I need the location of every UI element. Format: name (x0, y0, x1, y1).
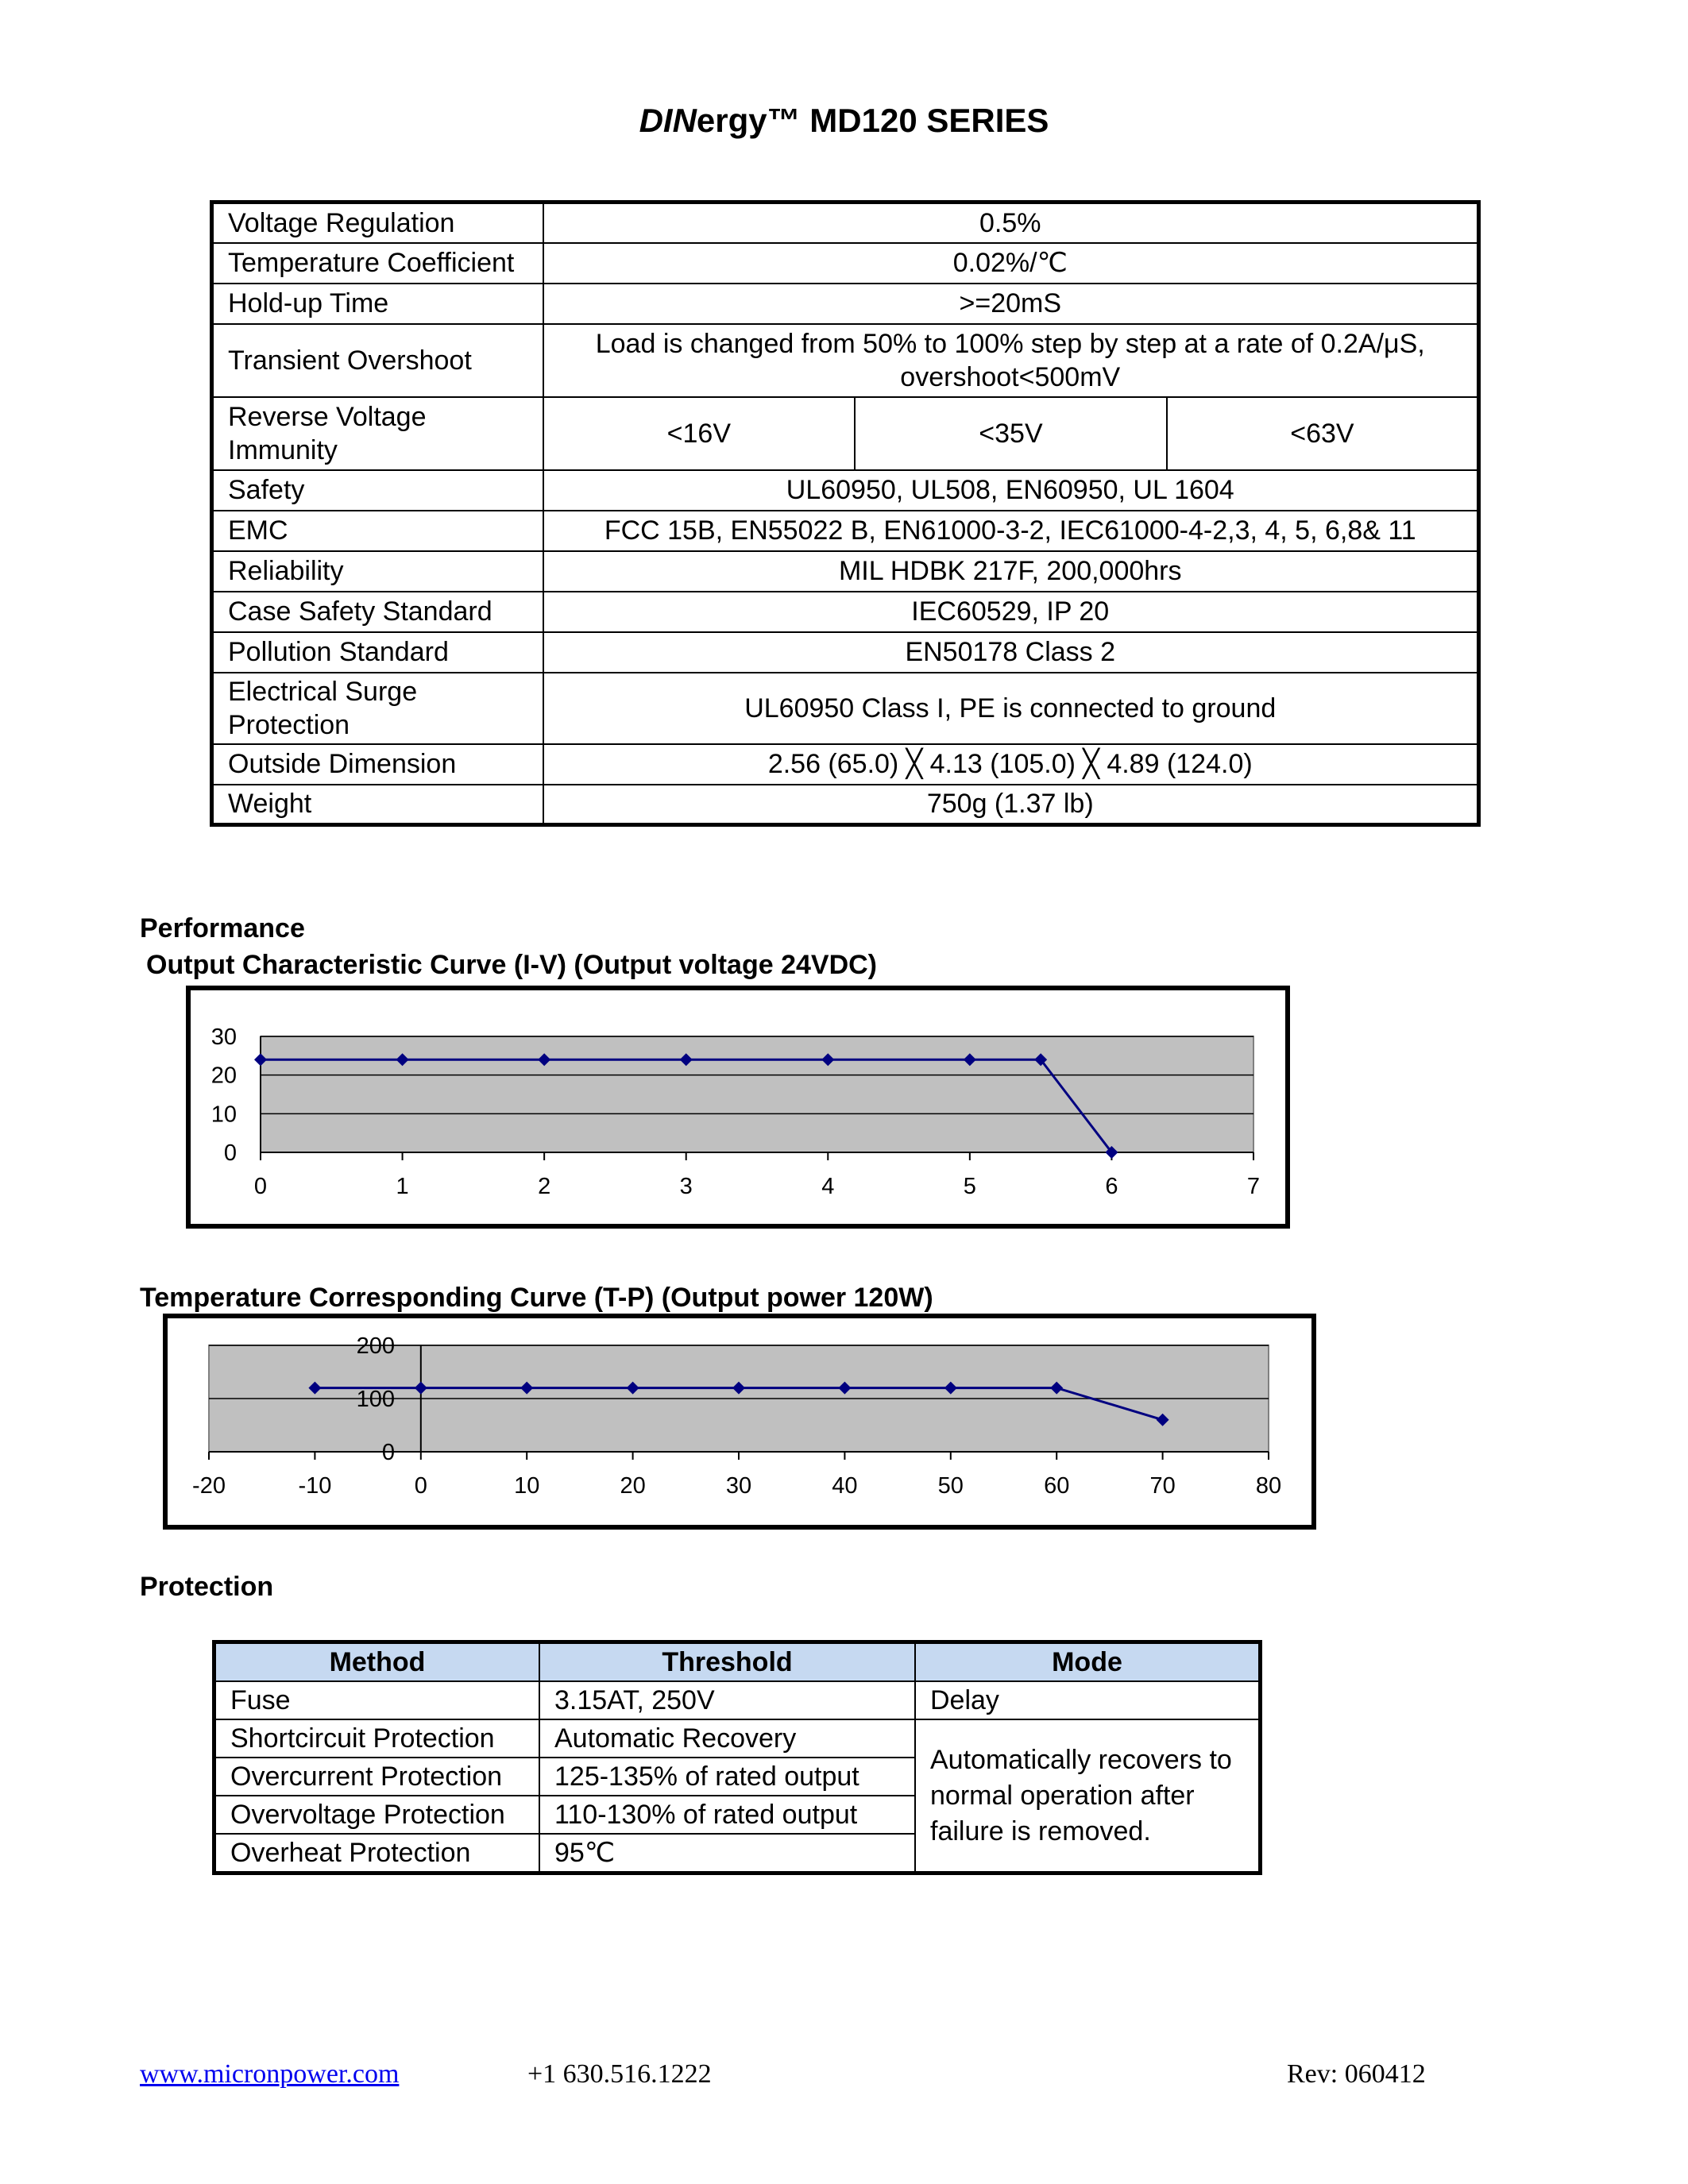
y-tick-label: 10 (211, 1102, 237, 1128)
iv-chart (186, 986, 1290, 1229)
spec-table (210, 200, 1481, 827)
x-tick-label: 7 (1246, 1174, 1261, 1199)
spec-value: <63V (1167, 397, 1479, 470)
spec-row (212, 203, 1479, 243)
protection-method: Overheat Protection (214, 1834, 540, 1873)
x-tick-label: 0 (253, 1174, 268, 1199)
x-tick-label: 60 (1044, 1473, 1070, 1499)
x-tick-label: 30 (725, 1473, 752, 1499)
protection-threshold: 95℃ (539, 1834, 915, 1873)
y-tick-label: 30 (211, 1024, 237, 1050)
spec-value-line: overshoot<500mV (900, 361, 1121, 392)
spec-value: UL60950 Class I, PE is connected to ground (543, 673, 1479, 744)
x-tick-label: 5 (963, 1174, 976, 1199)
plot-area (261, 1036, 1253, 1152)
protection-method: Shortcircuit Protection (214, 1719, 540, 1758)
page-title (0, 102, 1688, 140)
spec-label: Electrical Surge Protection (212, 673, 543, 744)
spec-row (212, 284, 1479, 324)
spec-value: 0.5% (543, 203, 1479, 243)
spec-label: Outside Dimension (212, 744, 543, 785)
spec-label: Voltage Regulation (212, 203, 543, 243)
x-tick-label: -20 (192, 1473, 226, 1499)
tp-chart-title: Temperature Corresponding Curve (T-P) (Output power 120W) (140, 1283, 933, 1313)
y-tick-label: 20 (211, 1063, 237, 1089)
spec-value: UL60950, UL508, EN60950, UL 1604 (543, 470, 1479, 511)
x-tick-label: 70 (1149, 1473, 1176, 1499)
spec-label: Transient Overshoot (212, 324, 543, 397)
protection-heading: Protection (140, 1572, 274, 1602)
mode-line: failure is removed. (930, 1815, 1151, 1846)
protection-method: Overcurrent Protection (214, 1758, 540, 1796)
spec-label: Weight (212, 785, 543, 825)
protection-mode: Delay (915, 1681, 1261, 1719)
spec-value: 0.02%/℃ (543, 243, 1479, 284)
spec-value: FCC 15B, EN55022 B, EN61000-3-2, IEC61000-4-2,3, 4, 5, 6,8& 11 (543, 511, 1479, 551)
protection-method: Fuse (214, 1681, 540, 1719)
spec-row (212, 470, 1479, 511)
y-tick-label: 200 (356, 1333, 395, 1359)
spec-label: Pollution Standard (212, 632, 543, 673)
column-header-threshold: Threshold (539, 1642, 915, 1682)
x-tick-label: 6 (1105, 1174, 1118, 1199)
x-tick-label: -10 (298, 1473, 332, 1499)
x-tick-label: 80 (1255, 1473, 1282, 1499)
x-tick-label: 10 (514, 1473, 540, 1499)
y-tick-label: 0 (223, 1140, 237, 1166)
spec-row (212, 673, 1479, 744)
mode-line: Automatically recovers to (930, 1744, 1232, 1775)
iv-chart-title: Output Characteristic Curve (I-V) (Output voltage 24VDC) (146, 950, 877, 980)
table-row (214, 1681, 1261, 1719)
spec-label: Safety (212, 470, 543, 511)
protection-threshold: Automatic Recovery (539, 1719, 915, 1758)
protection-method: Overvoltage Protection (214, 1796, 540, 1834)
spec-row (212, 243, 1479, 284)
title-rest: ergy™ MD120 SERIES (696, 102, 1049, 139)
table-row (214, 1719, 1261, 1758)
spec-value: EN50178 Class 2 (543, 632, 1479, 673)
y-tick-label: 0 (381, 1440, 395, 1465)
spec-row (212, 397, 1479, 470)
spec-value: >=20mS (543, 284, 1479, 324)
tp-chart-svg (168, 1318, 1311, 1525)
x-tick-label: 4 (821, 1174, 835, 1199)
spec-value: 2.56 (65.0) ╳ 4.13 (105.0) ╳ 4.89 (124.0) (543, 744, 1479, 785)
iv-chart-svg (191, 990, 1285, 1224)
performance-heading: Performance (140, 913, 305, 943)
spec-value: <35V (855, 397, 1167, 470)
spec-row (212, 632, 1479, 673)
spec-row (212, 785, 1479, 825)
protection-threshold: 3.15AT, 250V (539, 1681, 915, 1719)
spec-row (212, 592, 1479, 632)
spec-label: Reliability (212, 551, 543, 592)
x-tick-label: 50 (937, 1473, 964, 1499)
x-tick-label: 40 (832, 1473, 858, 1499)
spec-row (212, 551, 1479, 592)
spec-label: EMC (212, 511, 543, 551)
protection-table (212, 1640, 1262, 1875)
protection-threshold: 125-135% of rated output (539, 1758, 915, 1796)
y-tick-label: 100 (356, 1387, 395, 1412)
spec-row (212, 511, 1479, 551)
spec-row (212, 744, 1479, 785)
website-link[interactable]: www.micronpower.com (140, 2059, 400, 2089)
protection-header-row (214, 1642, 1261, 1682)
protection-mode-shared (915, 1719, 1261, 1873)
tp-chart (163, 1314, 1316, 1530)
spec-value: 750g (1.37 lb) (543, 785, 1479, 825)
x-tick-label: 3 (679, 1174, 693, 1199)
footer-revision: Rev: 060412 (1287, 2059, 1426, 2089)
spec-label: Case Safety Standard (212, 592, 543, 632)
spec-value: IEC60529, IP 20 (543, 592, 1479, 632)
spec-value: <16V (543, 397, 856, 470)
footer-website[interactable] (140, 2059, 399, 2089)
x-tick-label: 2 (538, 1174, 551, 1199)
x-tick-label: 1 (396, 1174, 409, 1199)
title-italic: DIN (639, 102, 697, 139)
spec-label: Reverse Voltage Immunity (212, 397, 543, 470)
spec-label: Temperature Coefficient (212, 243, 543, 284)
spec-label: Hold-up Time (212, 284, 543, 324)
x-tick-label: 0 (414, 1473, 427, 1499)
protection-threshold: 110-130% of rated output (539, 1796, 915, 1834)
spec-value (543, 324, 1479, 397)
spec-row (212, 324, 1479, 397)
column-header-method: Method (214, 1642, 540, 1682)
spec-value-line: Load is changed from 50% to 100% step by step at a rate of 0.2A/μS, (595, 328, 1425, 359)
x-tick-label: 20 (620, 1473, 646, 1499)
spec-value: MIL HDBK 217F, 200,000hrs (543, 551, 1479, 592)
footer-phone: +1 630.516.1222 (527, 2059, 712, 2089)
mode-line: normal operation after (930, 1780, 1195, 1811)
column-header-mode: Mode (915, 1642, 1261, 1682)
